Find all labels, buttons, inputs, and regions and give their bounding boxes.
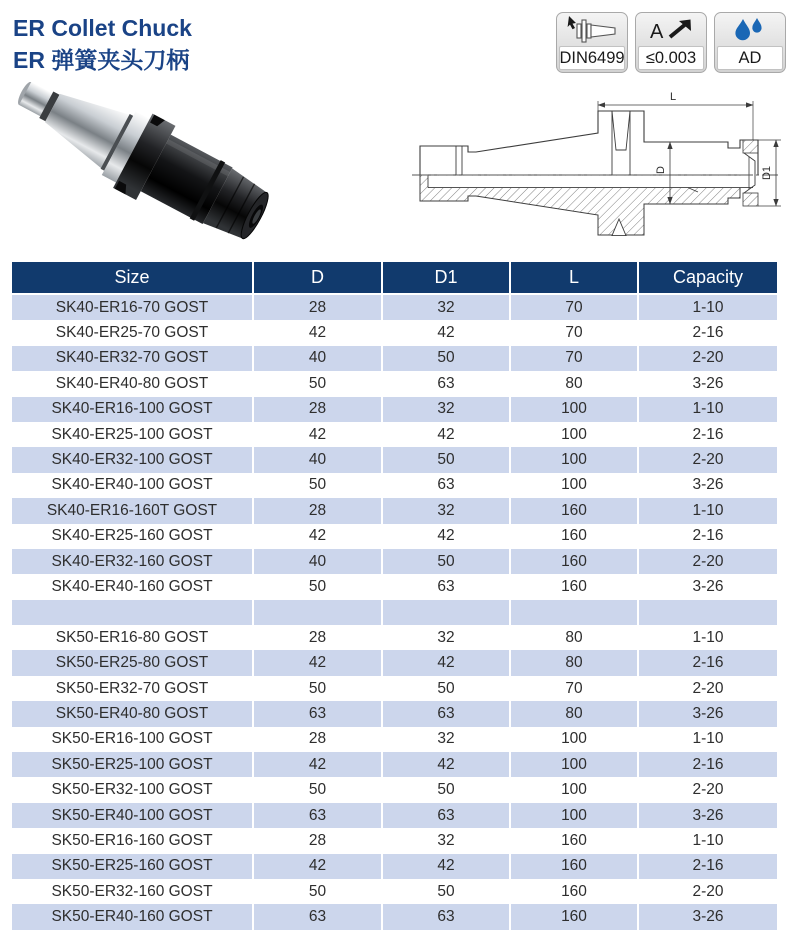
table-cell: 32	[382, 397, 510, 422]
table-cell: 160	[510, 854, 638, 879]
table-cell: 63	[382, 803, 510, 828]
table-row	[12, 574, 777, 599]
table-cell: SK40-ER32-160 GOST	[12, 549, 253, 574]
spec-table	[12, 262, 777, 930]
table-cell: SK50-ER25-100 GOST	[12, 752, 253, 777]
table-cell: 63	[253, 904, 382, 929]
table-cell: 1-10	[638, 727, 777, 752]
table-cell: 50	[382, 447, 510, 472]
table-row	[12, 650, 777, 675]
table-cell: SK50-ER32-160 GOST	[12, 879, 253, 904]
table-row	[12, 676, 777, 701]
table-cell: 50	[382, 879, 510, 904]
table-cell: 160	[510, 904, 638, 929]
page-title-en: ER Collet Chuck	[13, 15, 192, 41]
table-cell: 2-20	[638, 676, 777, 701]
table-cell: 3-26	[638, 701, 777, 726]
table-cell: SK50-ER25-160 GOST	[12, 854, 253, 879]
col-header-l: L	[510, 262, 638, 294]
table-row	[12, 854, 777, 879]
table-cell: SK50-ER16-100 GOST	[12, 727, 253, 752]
table-cell: 42	[382, 422, 510, 447]
table-cell: 1-10	[638, 828, 777, 853]
table-separator-row	[12, 600, 777, 625]
table-row	[12, 524, 777, 549]
table-row	[12, 549, 777, 574]
table-cell: 63	[382, 574, 510, 599]
table-cell: SK50-ER16-160 GOST	[12, 828, 253, 853]
table-row	[12, 294, 777, 320]
table-row	[12, 777, 777, 802]
table-cell: 2-16	[638, 422, 777, 447]
table-cell: 28	[253, 498, 382, 523]
product-photo	[4, 82, 314, 263]
table-cell	[510, 600, 638, 625]
table-row	[12, 346, 777, 371]
page-header	[13, 12, 192, 76]
table-cell: 3-26	[638, 371, 777, 396]
table-cell: 160	[510, 879, 638, 904]
table-cell: 100	[510, 447, 638, 472]
runout-letter: A	[650, 20, 664, 43]
badge-runout-label: ≤0.003	[638, 46, 704, 70]
table-cell: 2-16	[638, 752, 777, 777]
table-cell: 2-20	[638, 346, 777, 371]
technical-drawing	[398, 80, 788, 267]
table-cell	[382, 600, 510, 625]
table-cell: 3-26	[638, 904, 777, 929]
table-cell: 160	[510, 498, 638, 523]
table-cell: 32	[382, 828, 510, 853]
table-cell: 160	[510, 524, 638, 549]
table-cell: 40	[253, 447, 382, 472]
runout-arrow-icon	[636, 13, 706, 46]
table-cell: 32	[382, 294, 510, 320]
table-cell: 42	[382, 854, 510, 879]
table-cell: SK50-ER32-100 GOST	[12, 777, 253, 802]
table-cell: 40	[253, 346, 382, 371]
table-cell: 70	[510, 294, 638, 320]
table-cell: 2-16	[638, 524, 777, 549]
badge-din6499	[556, 12, 628, 73]
badge-runout	[635, 12, 707, 73]
spec-badges	[556, 12, 786, 73]
table-cell: 63	[382, 473, 510, 498]
badge-coolant	[714, 12, 786, 73]
table-cell: 2-20	[638, 549, 777, 574]
table-cell: 70	[510, 346, 638, 371]
table-cell: 28	[253, 625, 382, 650]
table-cell: SK40-ER40-80 GOST	[12, 371, 253, 396]
table-cell: 50	[253, 371, 382, 396]
table-cell: 50	[253, 777, 382, 802]
spec-table-body	[12, 294, 777, 930]
table-cell: 3-26	[638, 574, 777, 599]
page-title-zh: ER 弹簧夹头刀柄	[13, 47, 190, 73]
table-cell: 2-20	[638, 447, 777, 472]
table-cell: 1-10	[638, 625, 777, 650]
table-cell: 42	[382, 524, 510, 549]
table-cell: 160	[510, 549, 638, 574]
table-cell: 42	[253, 650, 382, 675]
table-cell: 42	[382, 650, 510, 675]
table-cell: SK50-ER40-160 GOST	[12, 904, 253, 929]
table-row	[12, 879, 777, 904]
table-row	[12, 422, 777, 447]
table-row	[12, 397, 777, 422]
table-cell: 2-16	[638, 854, 777, 879]
table-cell: 42	[382, 752, 510, 777]
table-cell	[253, 600, 382, 625]
table-row	[12, 752, 777, 777]
table-cell: SK40-ER32-70 GOST	[12, 346, 253, 371]
table-cell: 100	[510, 397, 638, 422]
table-cell: 42	[253, 752, 382, 777]
table-cell: 160	[510, 828, 638, 853]
table-row	[12, 803, 777, 828]
table-cell: 100	[510, 473, 638, 498]
table-row	[12, 727, 777, 752]
col-header-d1: D1	[382, 262, 510, 294]
table-cell: 63	[253, 701, 382, 726]
table-cell	[12, 600, 253, 625]
table-cell: 42	[253, 854, 382, 879]
table-cell: 32	[382, 625, 510, 650]
table-cell: 50	[382, 777, 510, 802]
table-cell: 50	[253, 676, 382, 701]
table-cell: SK50-ER25-80 GOST	[12, 650, 253, 675]
table-cell: 3-26	[638, 803, 777, 828]
table-cell: SK40-ER40-100 GOST	[12, 473, 253, 498]
table-cell: 100	[510, 422, 638, 447]
table-cell: 1-10	[638, 294, 777, 320]
table-cell: SK40-ER25-70 GOST	[12, 320, 253, 345]
table-cell: 42	[253, 422, 382, 447]
table-cell: 42	[253, 320, 382, 345]
col-header-capacity: Capacity	[638, 262, 777, 294]
table-cell: 50	[253, 473, 382, 498]
badge-din6499-label: DIN6499	[559, 46, 625, 70]
table-cell: 50	[382, 549, 510, 574]
table-row	[12, 904, 777, 929]
coolant-drops-icon	[715, 13, 785, 46]
table-cell: 70	[510, 676, 638, 701]
table-cell: 2-20	[638, 777, 777, 802]
table-cell: 100	[510, 727, 638, 752]
table-cell: SK40-ER25-160 GOST	[12, 524, 253, 549]
table-cell: 2-20	[638, 879, 777, 904]
dim-label-D: D	[655, 166, 667, 174]
table-row	[12, 701, 777, 726]
table-cell: SK40-ER16-160T GOST	[12, 498, 253, 523]
table-cell: SK50-ER32-70 GOST	[12, 676, 253, 701]
table-cell: 3-26	[638, 473, 777, 498]
table-cell: SK40-ER16-100 GOST	[12, 397, 253, 422]
table-cell: SK40-ER40-160 GOST	[12, 574, 253, 599]
table-cell: 50	[382, 346, 510, 371]
table-cell: SK50-ER16-80 GOST	[12, 625, 253, 650]
table-row	[12, 828, 777, 853]
table-row	[12, 320, 777, 345]
table-cell: 50	[253, 574, 382, 599]
table-cell: 70	[510, 320, 638, 345]
table-cell: 32	[382, 498, 510, 523]
table-cell: SK40-ER32-100 GOST	[12, 447, 253, 472]
table-cell: 50	[382, 676, 510, 701]
col-header-size: Size	[12, 262, 253, 294]
table-cell: 80	[510, 701, 638, 726]
table-cell: 1-10	[638, 498, 777, 523]
table-cell: 80	[510, 371, 638, 396]
table-cell: 28	[253, 294, 382, 320]
table-row	[12, 371, 777, 396]
table-cell: SK50-ER40-100 GOST	[12, 803, 253, 828]
table-row	[12, 498, 777, 523]
table-cell: SK40-ER25-100 GOST	[12, 422, 253, 447]
dim-label-L: L	[669, 91, 677, 103]
table-row	[12, 447, 777, 472]
table-cell: 100	[510, 803, 638, 828]
table-row	[12, 473, 777, 498]
table-cell: 40	[253, 549, 382, 574]
table-cell: 63	[382, 904, 510, 929]
table-cell: 32	[382, 727, 510, 752]
table-cell: 50	[253, 879, 382, 904]
table-cell: SK40-ER16-70 GOST	[12, 294, 253, 320]
table-cell: 2-16	[638, 320, 777, 345]
table-cell: 63	[382, 371, 510, 396]
table-cell: 80	[510, 650, 638, 675]
table-cell: 80	[510, 625, 638, 650]
table-cell: 1-10	[638, 397, 777, 422]
dim-label-D1: D1	[761, 165, 773, 181]
table-cell: 2-16	[638, 650, 777, 675]
table-cell: 100	[510, 777, 638, 802]
table-cell: 63	[382, 701, 510, 726]
table-cell: 28	[253, 828, 382, 853]
table-cell: 42	[253, 524, 382, 549]
table-cell: 42	[382, 320, 510, 345]
table-cell: 160	[510, 574, 638, 599]
table-cell: SK50-ER40-80 GOST	[12, 701, 253, 726]
badge-coolant-label: AD	[717, 46, 783, 70]
table-cell	[638, 600, 777, 625]
table-cell: 28	[253, 727, 382, 752]
table-cell: 100	[510, 752, 638, 777]
col-header-d: D	[253, 262, 382, 294]
table-header-row	[12, 262, 777, 294]
table-cell: 63	[253, 803, 382, 828]
table-cell: 28	[253, 397, 382, 422]
toolholder-icon	[557, 13, 627, 46]
table-row	[12, 625, 777, 650]
